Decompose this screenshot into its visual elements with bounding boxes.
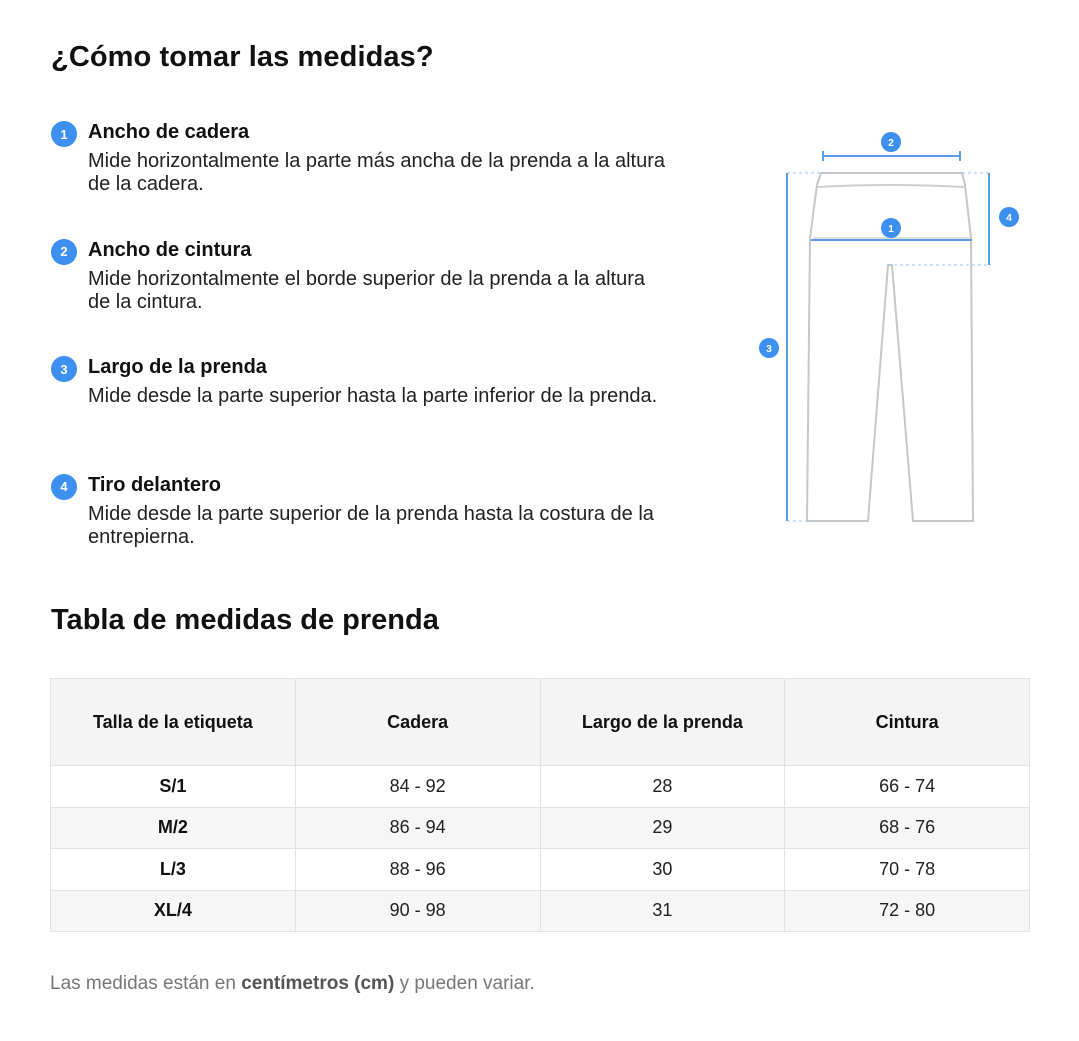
hip-cell: 86 - 94 bbox=[295, 807, 540, 849]
footnote-text: Las medidas están en bbox=[50, 973, 242, 994]
step-waist-width bbox=[51, 238, 671, 356]
size-label-cell: S/1 bbox=[51, 766, 296, 808]
step-title: Ancho de cintura bbox=[88, 238, 252, 261]
step-title: Largo de la prenda bbox=[88, 356, 267, 378]
step-number-badge: 1 bbox=[51, 121, 77, 147]
table-row bbox=[51, 807, 1030, 849]
step-title: Tiro delantero bbox=[88, 473, 221, 496]
svg-text:1: 1 bbox=[888, 224, 894, 235]
waist-cell: 68 - 76 bbox=[785, 807, 1030, 849]
step-number-badge: 3 bbox=[51, 356, 77, 382]
step-description: Mide desde la parte superior hasta la parte inferior de la prenda. bbox=[88, 385, 658, 407]
pants-measurement-icon bbox=[755, 125, 1035, 530]
pants-diagram bbox=[755, 125, 1035, 530]
footnote-unit: centímetros (cm) bbox=[241, 973, 395, 994]
column-header: Largo de la prenda bbox=[540, 679, 785, 766]
svg-text:4: 4 bbox=[1006, 213, 1012, 224]
step-hip-width bbox=[51, 120, 671, 238]
step-description: Mide desde la parte superior de la prenda hasta la costura de la entrepierna. bbox=[88, 502, 654, 548]
size-table bbox=[50, 678, 1030, 932]
size-label-cell: L/3 bbox=[51, 849, 296, 891]
table-header-row bbox=[51, 679, 1030, 766]
marker-3-icon bbox=[759, 338, 779, 358]
column-header: Cadera bbox=[295, 679, 540, 766]
size-label-cell: M/2 bbox=[51, 807, 296, 849]
table-row bbox=[51, 890, 1030, 932]
length-cell: 31 bbox=[540, 890, 785, 932]
size-label-cell: XL/4 bbox=[51, 890, 296, 932]
length-cell: 28 bbox=[540, 766, 785, 808]
hip-cell: 84 - 92 bbox=[295, 766, 540, 808]
marker-1-icon bbox=[881, 218, 901, 238]
step-number-badge: 2 bbox=[51, 239, 77, 265]
table-title: Tabla de medidas de prenda bbox=[51, 604, 439, 636]
step-description: Mide horizontalmente el borde superior de la prenda a la altura de la cintura. bbox=[88, 267, 646, 313]
column-header: Talla de la etiqueta bbox=[51, 679, 296, 766]
waist-cell: 72 - 80 bbox=[785, 890, 1030, 932]
hip-cell: 90 - 98 bbox=[295, 890, 540, 932]
column-header: Cintura bbox=[785, 679, 1030, 766]
length-cell: 29 bbox=[540, 807, 785, 849]
footnote-text: y pueden variar. bbox=[394, 973, 535, 994]
step-front-rise bbox=[51, 473, 671, 591]
svg-text:3: 3 bbox=[766, 344, 772, 355]
units-footnote bbox=[50, 973, 535, 995]
table-row bbox=[51, 766, 1030, 808]
step-description: Mide horizontalmente la parte más ancha de la prenda a la altura de la cadera. bbox=[88, 150, 666, 195]
waist-cell: 70 - 78 bbox=[785, 849, 1030, 891]
marker-2-icon bbox=[881, 132, 901, 152]
measurement-steps bbox=[51, 120, 671, 590]
hip-cell: 88 - 96 bbox=[295, 849, 540, 891]
step-garment-length bbox=[51, 355, 671, 473]
step-title: Ancho de cadera bbox=[88, 121, 250, 143]
table-row bbox=[51, 849, 1030, 891]
waist-cell: 66 - 74 bbox=[785, 766, 1030, 808]
svg-text:2: 2 bbox=[888, 138, 894, 149]
page-title: ¿Cómo tomar las medidas? bbox=[51, 41, 434, 73]
step-number-badge: 4 bbox=[51, 474, 77, 500]
length-cell: 30 bbox=[540, 849, 785, 891]
marker-4-icon bbox=[999, 207, 1019, 227]
